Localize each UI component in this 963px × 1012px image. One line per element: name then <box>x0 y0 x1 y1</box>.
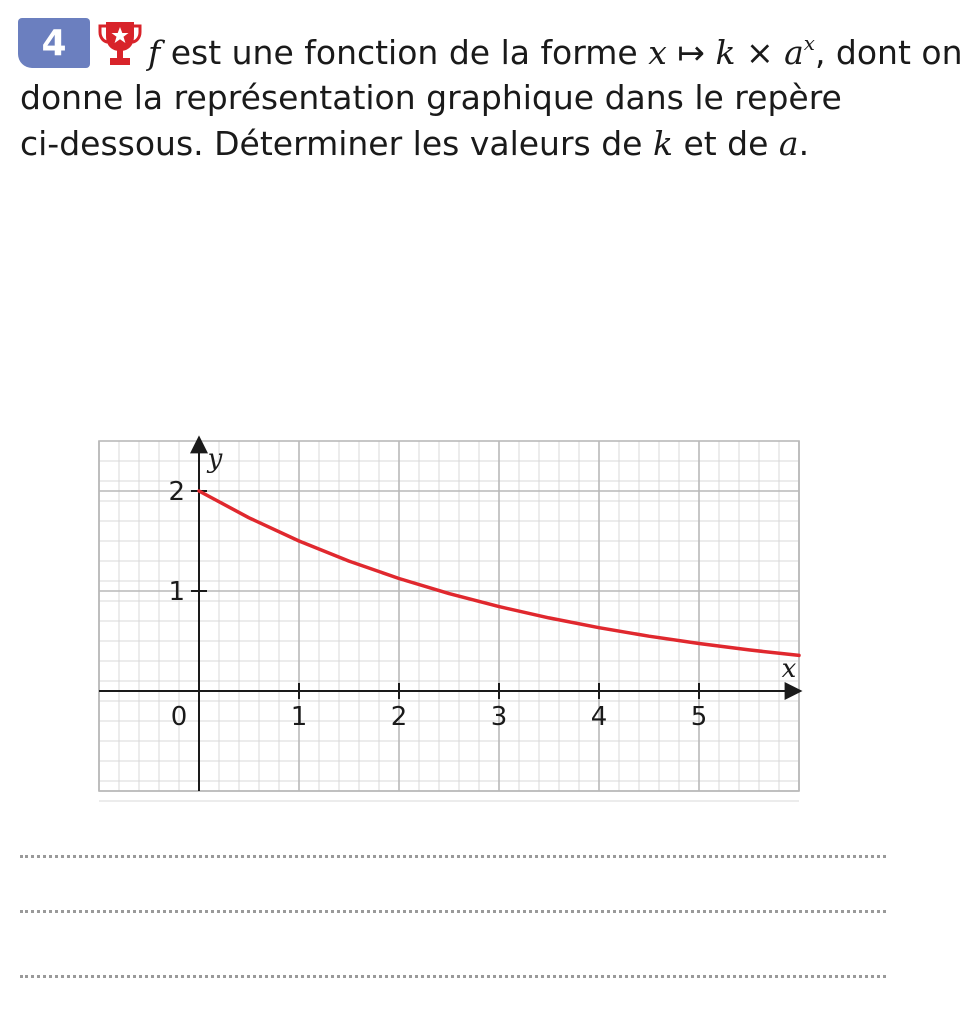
exercise-number-badge: 4 <box>18 18 90 68</box>
statement-line-1: f est une fonction de la forme x ↦ $k \times a^x$, dont on <box>148 32 963 72</box>
x-tick-label-5: 5 <box>690 702 708 732</box>
x-tick-label-3: 3 <box>490 702 508 732</box>
y-tick-label-1: 1 <box>168 577 185 607</box>
x-tick-label-1: 1 <box>290 702 308 732</box>
x-tick-label-2: 2 <box>390 702 408 732</box>
statement-line-2: donne la représentation graphique dans le repère <box>20 78 842 117</box>
answer-line-1[interactable] <box>20 855 886 858</box>
y-axis-label: y <box>207 444 223 474</box>
answer-line-3[interactable] <box>20 975 886 978</box>
answer-line-2[interactable] <box>20 910 886 913</box>
x-axis-label: x <box>781 654 797 684</box>
y-tick-label-2: 2 <box>168 477 185 507</box>
x-tick-label-4: 4 <box>590 702 608 732</box>
statement-line-3: ci-dessous. Déterminer les valeurs de k et de a. <box>20 124 810 163</box>
origin-label: 0 <box>170 702 188 732</box>
